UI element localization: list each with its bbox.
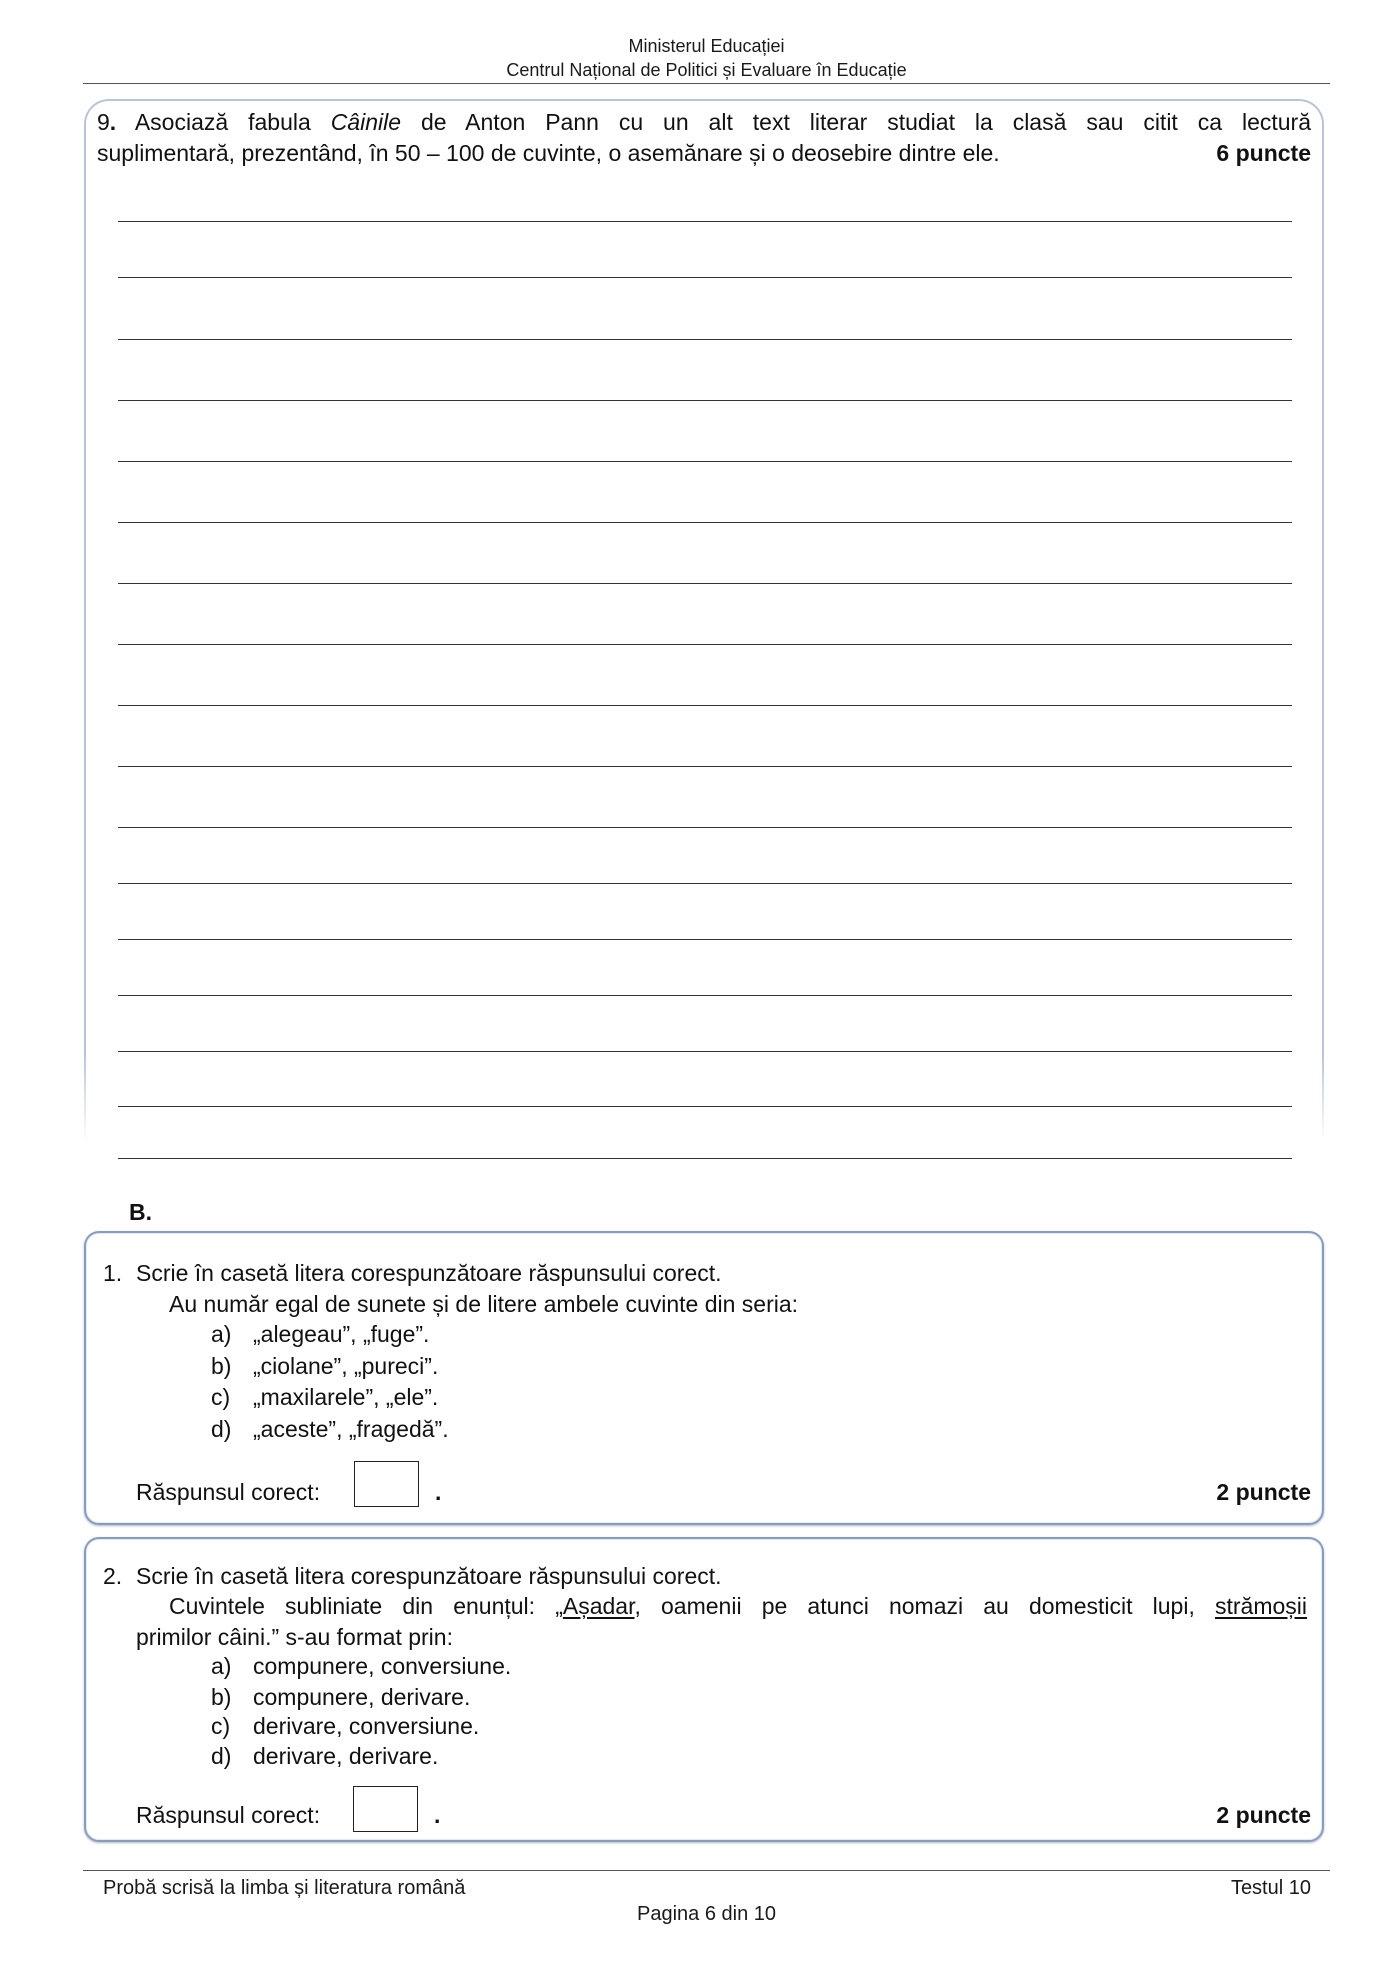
question-stem-line2: primilor câini.” s-au format prin: xyxy=(136,1624,453,1650)
answer-label: Răspunsul corect: xyxy=(136,1802,321,1828)
footer-test-number: Testul 10 xyxy=(1230,1877,1311,1899)
answer-line xyxy=(118,766,1292,767)
footer-page-number: Pagina 6 din 10 xyxy=(636,1903,776,1925)
question-9-box xyxy=(84,99,1324,1162)
option-text: „ciolane”, „pureci”. xyxy=(253,1353,439,1379)
option-letter: c) xyxy=(211,1384,231,1410)
question-stem-line1 xyxy=(169,1591,1307,1621)
fable-title: Câinile xyxy=(330,109,402,135)
question-9-text-line2 xyxy=(97,138,1311,169)
answer-line xyxy=(118,644,1292,645)
question-stem: Au număr egal de sunete și de litere ambele cuvinte din seria: xyxy=(169,1291,799,1317)
question-text-before-title: Asociază fabula xyxy=(134,109,311,135)
answer-end-dot: . xyxy=(435,1479,442,1505)
answer-line xyxy=(118,1158,1292,1159)
answer-box xyxy=(354,1461,419,1507)
question-instruction: Scrie în casetă litera corespunzătoare răspunsului corect. xyxy=(136,1260,722,1286)
answer-line xyxy=(118,339,1292,340)
answer-line xyxy=(118,277,1292,278)
answer-line xyxy=(118,583,1292,584)
stem-middle: , oamenii pe atunci nomazi au domesticit lupi, xyxy=(634,1593,1195,1619)
center-name: Centrul Național de Politici și Evaluare în Educație xyxy=(506,60,907,80)
question-9-text-line1 xyxy=(97,107,1311,138)
option-letter: d) xyxy=(211,1743,232,1769)
option-letter: d) xyxy=(211,1416,232,1442)
option-letter: c) xyxy=(211,1713,231,1739)
answer-line xyxy=(118,939,1292,940)
answer-line xyxy=(118,461,1292,462)
box-fade xyxy=(82,1054,1326,1164)
answer-line xyxy=(118,1106,1292,1107)
section-b-label: B. xyxy=(129,1199,152,1225)
option-text: „maxilarele”, „ele”. xyxy=(253,1384,439,1410)
answer-line xyxy=(118,883,1292,884)
answer-line xyxy=(118,705,1292,706)
answer-line xyxy=(118,400,1292,401)
answer-box xyxy=(353,1786,418,1832)
option-text: „aceste”, „fragedă”. xyxy=(253,1416,449,1442)
underlined-word: strămoșii xyxy=(1215,1593,1308,1619)
answer-line xyxy=(118,1051,1292,1052)
question-text-line2: suplimentară, prezentând, în 50 – 100 de cuvinte, o asemănare și o deosebire dintre ele. xyxy=(97,140,1000,166)
question-points: 6 puncte xyxy=(1216,140,1311,166)
option-letter: b) xyxy=(211,1353,232,1379)
answer-line xyxy=(118,221,1292,222)
answer-label: Răspunsul corect: xyxy=(136,1479,321,1505)
option-letter: a) xyxy=(211,1321,232,1347)
footer-subject: Probă scrisă la limba și literatura română xyxy=(103,1877,466,1899)
question-points: 2 puncte xyxy=(1216,1479,1311,1505)
option-text: derivare, conversiune. xyxy=(253,1713,480,1739)
answer-line xyxy=(118,995,1292,996)
question-text-after-title: de Anton Pann cu un alt text literar studiat la clasă sau citit ca lectură xyxy=(420,109,1311,135)
option-text: compunere, derivare. xyxy=(253,1684,471,1710)
option-text: „alegeau”, „fuge”. xyxy=(253,1321,430,1347)
answer-line xyxy=(118,827,1292,828)
option-text: compunere, conversiune. xyxy=(253,1653,512,1679)
question-number-dot: . xyxy=(109,109,117,135)
question-number: 2. xyxy=(103,1563,123,1589)
question-points: 2 puncte xyxy=(1216,1802,1311,1828)
question-b2-box xyxy=(84,1537,1324,1842)
stem-before: Cuvintele subliniate din enunțul: „ xyxy=(169,1593,563,1619)
answer-end-dot: . xyxy=(434,1802,441,1828)
option-text: derivare, derivare. xyxy=(253,1743,439,1769)
question-b1-box xyxy=(84,1231,1324,1525)
underlined-word: Așadar xyxy=(562,1593,635,1619)
question-number: 1. xyxy=(103,1260,123,1286)
footer-rule xyxy=(83,1870,1330,1871)
option-letter: a) xyxy=(211,1653,232,1679)
answer-line xyxy=(118,522,1292,523)
question-number: 9 xyxy=(97,109,110,135)
header-rule xyxy=(83,83,1330,84)
ministry-name: Ministerul Educației xyxy=(628,36,785,56)
question-instruction: Scrie în casetă litera corespunzătoare răspunsului corect. xyxy=(136,1563,722,1589)
option-letter: b) xyxy=(211,1684,232,1710)
